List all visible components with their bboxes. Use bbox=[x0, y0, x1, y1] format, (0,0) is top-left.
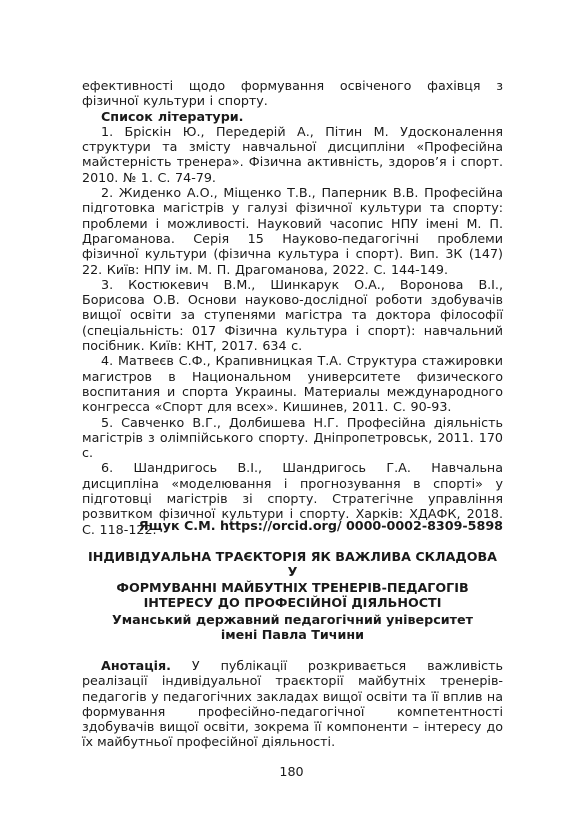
title-line-2: ФОРМУВАННІ МАЙБУТНІХ ТРЕНЕРІВ-ПЕДАГОГІВ bbox=[116, 579, 469, 595]
author-signature: Ящук С.М. https://orcid.org/ 0000-0002-8309-5898 bbox=[138, 518, 503, 533]
abstract-paragraph bbox=[82, 658, 503, 750]
affiliation-line-2: імені Павла Тичини bbox=[220, 627, 365, 643]
body-text bbox=[82, 78, 503, 537]
reference-item-5: 5. Савченко В.Г., Долбишева Н.Г. Професійна діяльність магістрів з олімпійського спорту. Дніпропетровськ, 2011. 170 с. bbox=[82, 414, 503, 461]
affiliation-line-1: Уманський державний педагогічний університет bbox=[112, 612, 473, 627]
reference-item-1: 1. Бріскін Ю., Передерій А., Пітин М. Удосконалення структури та змісту навчальної дисципліни «Професійна майстерність тренера». Фізична активність, здоров’я і спорт. 2010. № 1. С. 74-79. bbox=[82, 123, 503, 185]
intro-paragraph: ефективності щодо формування освіченого фахівця з фізичної культури і спорту. bbox=[82, 78, 503, 109]
title-line-1: ІНДИВІДУАЛЬНА ТРАЄКТОРІЯ ЯК ВАЖЛИВА СКЛАДОВА У bbox=[88, 549, 497, 580]
reference-item-2: 2. Жиденко А.О., Міщенко Т.В., Паперник В.В. Професійна підготовка магістрів у галузі фізичної культури та спорту: проблеми і можливості. Науковий часопис НПУ імені М. П. Драгоманова. Серія 15 Науково-педагогічні проблеми фізичної культури (фізична культура і спорт). Вип. 3К (147) 22. Київ: НПУ ім. М. П. Драгоманова, 2022. С. 144-149. bbox=[82, 185, 503, 277]
title-line-3: ІНТЕРЕСУ ДО ПРОФЕСІЙНОЇ ДІЯЛЬНОСТІ bbox=[143, 594, 442, 610]
reference-item-4: 4. Матвеєв С.Ф., Крапивницкая Т.А. Структура стажировки магистров в Национальном университете физического воспитания и спорта Украины. Материалы международного конгресса «Спорт для всех». Кишинев, 2011. С. 90-93. bbox=[82, 353, 503, 415]
affiliation bbox=[82, 612, 503, 643]
article-title bbox=[82, 549, 503, 610]
page-number: 180 bbox=[279, 764, 304, 779]
abstract-label: Анотація. bbox=[101, 658, 171, 673]
reference-item-3: 3. Костюкевич В.М., Шинкарук О.А., Воронова В.І., Борисова О.В. Основи науково-дослідної роботи здобувачів вищої освіти за ступенями магістра та доктора філософії (спеціальність: 017 Фізична культура і спорт): навчальний посібник. Київ: КНТ, 2017. 634 с. bbox=[82, 276, 503, 354]
abstract-text: У публікації розкривається важливість реалізації індивідуальної траєкторії майбутніх тренерів-педагогів у педагогічних закладах вищої освіти та її вплив на формування професійно-педагогічної компетентності здобувачів вищої освіти, зокрема її компоненти – інтересу до їх майбутньої професійної діяльності. bbox=[82, 658, 503, 750]
references-heading: Список літератури. bbox=[101, 108, 244, 124]
reference-item-6: 6. Шандригось В.І., Шандригось Г.А. Навчальна дисципліна «моделювання і прогнозування в спорті» у підготовці магістрів зі спорту. Стратегічне управління розвитком фізичної культури і спорту. Харків: ХДАФК, 2018. С. 118-122. bbox=[82, 460, 503, 537]
